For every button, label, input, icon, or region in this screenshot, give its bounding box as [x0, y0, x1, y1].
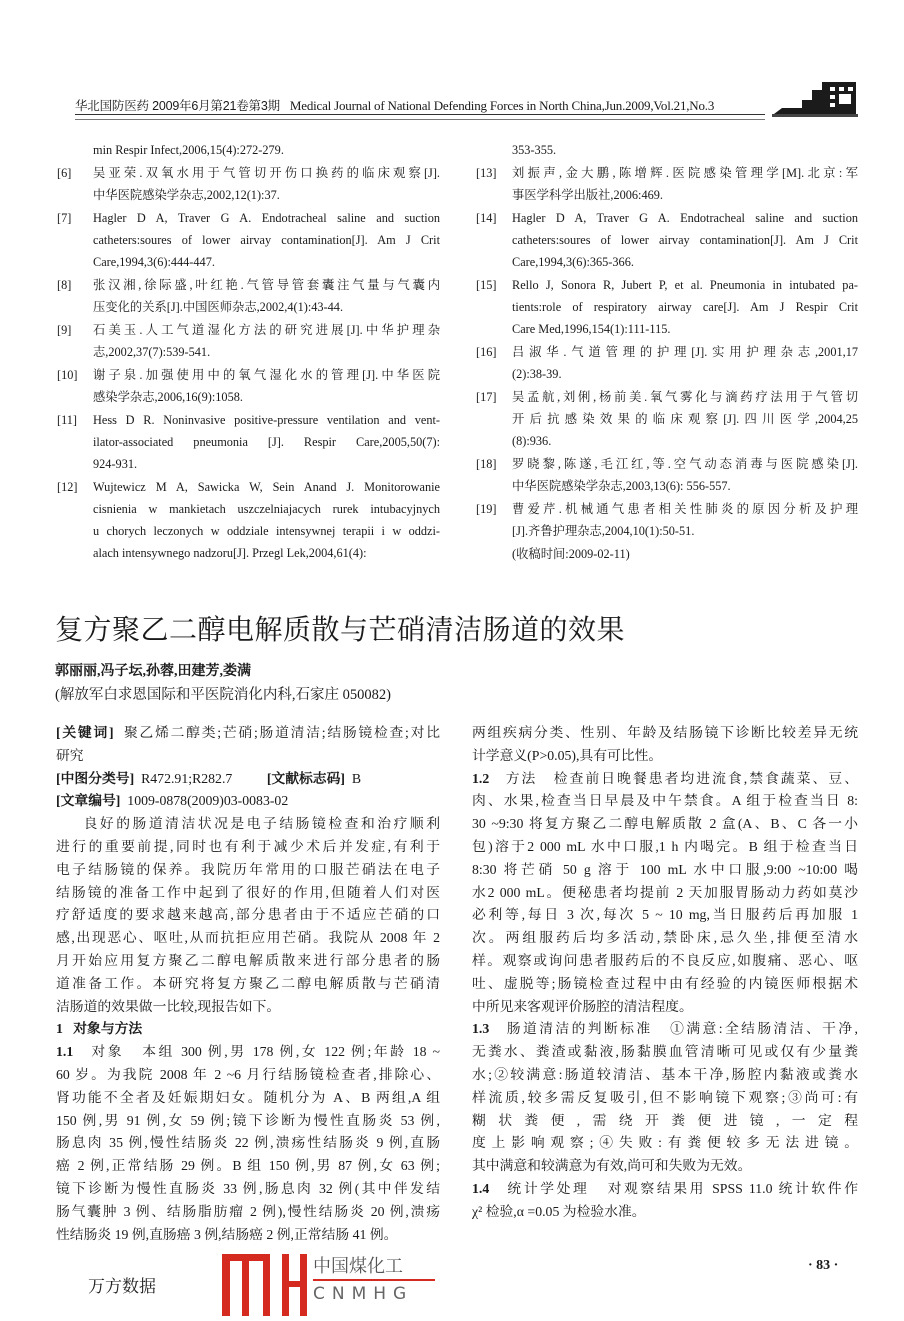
paragraph: [56, 790, 440, 813]
section-label: [关键词]: [56, 725, 114, 740]
header-rule: [75, 114, 765, 120]
text-line: [56, 1018, 440, 1041]
text-line: 中所见来客观评价肠腔的清洁程度。: [472, 998, 693, 1014]
watermark-mh-logo-icon: [220, 1250, 308, 1316]
text-line: 肠气囊肿 3 例、结肠脂肪瘤 2 例),慢性结肠炎 20 例,溃疡: [56, 1203, 440, 1219]
text-line: [472, 768, 858, 791]
reference-number: [18]: [476, 457, 497, 471]
text-line: 月开始应用复方聚乙二醇电解质散来进行部分患者的肠: [56, 952, 440, 968]
reference-line: 罗晓黎,陈遂,毛江红,等.空气动态消毒与医院感染[J].: [512, 457, 858, 471]
reference-line: Care,1994,3(6):365-366.: [512, 255, 634, 269]
body-left-column: [56, 722, 440, 1246]
text-line: 30 ~9:30 将复方聚乙二醇电解质散 2 盒(A、B、C 各一小: [472, 816, 858, 832]
reference-item: [93, 139, 440, 161]
reference-line: Care,1994,3(6):444-447.: [93, 255, 215, 269]
reference-line: (8):936.: [512, 434, 552, 448]
reference-line: [J].齐鲁护理杂志,2004,10(1):50-51.: [512, 524, 695, 538]
reference-line: 谢子泉.加强使用中的氧气湿化水的管理[J].中华医院: [93, 368, 440, 382]
text-segment: 1009-0878(2009)03-0083-02: [120, 793, 289, 809]
text-segment: B: [345, 770, 362, 786]
paragraph: [56, 1041, 440, 1246]
reference-number: [11]: [57, 413, 78, 427]
text-line: 度上影响观察;④失败:有粪便较多无法进镜。: [472, 1135, 858, 1151]
paragraph: [56, 813, 440, 1018]
text-line: 性结肠炎 19 例,直肠癌 3 例,结肠癌 2 例,正常结肠 41 例。: [56, 1226, 398, 1242]
references-right-column: [476, 139, 858, 565]
reference-line: cisnienia w mankietach uszczelniajacych rurek intubacyjnych: [93, 502, 440, 516]
reference-line: catheters:soures of lower airvay contamination[J]. Am J Crit: [512, 233, 858, 247]
text-segment: 肠道清洁的判断标准 ①满意:全结肠清洁、干净,: [489, 1021, 858, 1037]
received-date: (收稿时间:2009-02-11): [512, 547, 630, 561]
reference-line: Hagler D A, Traver G A. Endotracheal saline and suction: [93, 211, 440, 225]
reference-item: [57, 207, 440, 273]
section-label: [文章编号]: [56, 793, 121, 809]
reference-line: (2):38-39.: [512, 367, 562, 381]
text-line: 8:30 将芒硝 50 g 溶于 100 mL 水中口服,9:00 ~10:00 喝: [472, 861, 858, 877]
text-line: 癌 2 例,正常结肠 29 例。B 组 150 例,男 87 例,女 63 例;: [56, 1158, 440, 1174]
reference-line: 张汉湘,徐际盛,叶红艳.气管导管套囊注气量与气囊内: [93, 278, 440, 292]
watermark: [220, 1250, 435, 1316]
reference-item: [476, 162, 858, 206]
text-line: 次。两组服药后均多活动,禁卧床,忌久坐,排便至清水: [472, 930, 858, 946]
watermark-cn-text: 中国煤化工: [313, 1256, 403, 1277]
reference-item: [57, 409, 440, 475]
reference-line: 吴孟航,刘俐,杨前美.氧气雾化与滴药疗法用于气管切: [512, 390, 858, 404]
running-header: [75, 96, 765, 114]
reference-number: [8]: [57, 278, 72, 292]
text-line: 镜下诊断为慢性直肠炎 33 例,肠息肉 32 例(其中伴发结: [56, 1180, 440, 1196]
reference-number: [17]: [476, 390, 497, 404]
text-line: 吐、虚脱等;肠镜检查过程中由有经验的内镜医师根据术: [472, 975, 858, 991]
reference-number: [14]: [476, 211, 497, 225]
reference-item: [57, 364, 440, 408]
text-line: 疗舒适度的要求越来越高,部分患者由于不适应芒硝的口: [56, 907, 440, 923]
reference-number: [7]: [57, 211, 72, 225]
reference-line: 中华医院感染学杂志,2003,13(6): 556-557.: [512, 479, 731, 493]
reference-line: Care Med,1996,154(1):111-115.: [512, 322, 671, 336]
text-line: 60 岁。为我院 2008 年 2 ~6 月行结肠镜检查者,排除心、: [56, 1066, 440, 1082]
body-right-column: [472, 722, 858, 1224]
text-line: 结肠镜的准备工作中起到了很好的作用,但随着人们对医: [56, 884, 440, 900]
reference-number: [16]: [476, 345, 497, 359]
text-segment: 聚乙烯二醇类;芒硝;肠道清洁;结肠镜检查;对比: [113, 725, 440, 740]
article-title: 复方聚乙二醇电解质散与芒硝清洁肠道的效果: [55, 613, 626, 646]
text-line: 肉、水果,检查当日早晨及中午禁食。A 组于检查当日 8:: [472, 793, 858, 809]
reference-line: 中华医院感染学杂志,2002,12(1):37.: [93, 188, 280, 202]
section-label: [文献标志码]: [266, 770, 345, 786]
text-line: 感,出现恶心、呕吐,从而抗拒应用芒硝。我院从 2008 年 2: [56, 930, 440, 946]
section-label: 1.1: [56, 1044, 74, 1060]
reference-line: catheters:soures of lower airvay contamination[J]. Am J Crit: [93, 233, 440, 247]
reference-item: [476, 207, 858, 273]
reference-line: tients:role of respiratory airway care[J]. Am J Respir Crit: [512, 300, 858, 314]
reference-line: Rello J, Sonora R, Jubert P, et al. Pneumonia in intubated pa-: [512, 278, 858, 292]
text-line: 150 例,男 91 例,女 59 例;镜下诊断为慢性直肠炎 53 例,: [56, 1112, 440, 1128]
reference-line: Hess D R. Noninvasive positive-pressure ventilation and vent-: [93, 413, 440, 427]
text-line: 良好的肠道清洁状况是电子结肠镜检查和治疗顺利: [83, 816, 440, 832]
reference-line: 吴亚荣.双氧水用于气管切开伤口换药的临床观察[J].: [93, 166, 440, 180]
text-line: 包)溶于2 000 mL 水中口服,1 h 内喝完。B 组于检查当日: [472, 838, 858, 854]
reference-number: [9]: [57, 323, 72, 337]
text-segment: 方法 检查前日晚餐患者均进流食,禁食蔬菜、豆、: [489, 770, 858, 786]
reference-item: [476, 274, 858, 340]
reference-line: ilator-associated pneumonia [J]. Respir Care,2005,50(7):: [93, 435, 440, 449]
section-label: 1.3: [472, 1021, 490, 1037]
journal-logo-icon: [772, 78, 860, 118]
paragraph: [472, 1018, 858, 1178]
text-line: 肠息肉 35 例,慢性结肠炎 22 例,溃疡性结肠炎 9 例,直肠: [56, 1135, 440, 1151]
reference-item: [57, 319, 440, 363]
text-line: [56, 1041, 440, 1064]
paragraph: [56, 768, 440, 791]
text-segment: 对象 本组 300 例,男 178 例,女 122 例;年龄 18 ~: [73, 1044, 440, 1060]
reference-number: [12]: [57, 480, 78, 494]
text-line: [472, 1018, 858, 1041]
text-line: 糊状粪便,需绕开粪便进镜,一定程: [472, 1112, 858, 1128]
text-segment: 统计学处理 对观察结果用 SPSS 11.0 统计软件作: [489, 1180, 858, 1196]
text-line: 无粪水、粪渣或黏液,肠黏膜血管清晰可见或仅有少量粪: [472, 1044, 858, 1060]
reference-line: min Respir Infect,2006,15(4):272-279.: [93, 143, 284, 157]
reference-item: [57, 162, 440, 206]
paragraph: [56, 722, 440, 768]
reference-line: Hagler D A, Traver G A. Endotracheal saline and suction: [512, 211, 858, 225]
reference-item: [476, 453, 858, 497]
text-line: 电子结肠镜的保养。我院历年常用的口服芒硝法在电子: [56, 861, 440, 877]
text-line: 其中满意和较满意为有效,尚可和失败为无效。: [472, 1158, 752, 1174]
reference-item: [57, 476, 440, 564]
section-label: 1 对象与方法: [56, 1021, 143, 1037]
reference-number: [15]: [476, 278, 497, 292]
reference-line: u chorych leczonych w oddziale intensywnej terapii i w oddzi-: [93, 524, 440, 538]
text-line: 计学意义(P>0.05),具有可比性。: [472, 747, 663, 763]
reference-line: 志,2002,37(7):539-541.: [93, 345, 211, 359]
reference-line: 事医学科学出版社,2006:469.: [512, 188, 663, 202]
text-line: 洁肠道的效果做一比较,现报告如下。: [56, 998, 281, 1014]
paragraph: [472, 1178, 858, 1224]
reference-line: 353-355.: [512, 143, 557, 157]
reference-line: alach intensywnego nadzoru[J]. Przegl Lek,2004,61(4):: [93, 546, 367, 560]
text-line: 样。观察或询问患者服药后的不良反应,如腹痛、恶心、呕: [472, 952, 858, 968]
reference-item: [476, 386, 858, 452]
text-line: [56, 790, 440, 813]
reference-line: 曹爱芹.机械通气患者相关性肺炎的原因分析及护理: [512, 502, 858, 516]
reference-number: [10]: [57, 368, 78, 382]
page-number: · 83 ·: [808, 1258, 839, 1273]
text-line: 肾功能不全者及妊娠期妇女。随机分为 A、B 两组,A 组: [56, 1089, 440, 1105]
text-segment: R472.91;R282.7: [134, 770, 267, 786]
reference-line: Wujtewicz M A, Sawicka W, Sein Anand J. Monitorowanie: [93, 480, 440, 494]
reference-number: [6]: [57, 166, 72, 180]
reference-item: [57, 274, 440, 318]
reference-item: [476, 341, 858, 385]
text-line: 样流质,较多需反复吸引,但不影响镜下观察;③尚可:有: [472, 1089, 858, 1105]
article-authors: 郭丽丽,冯子坛,孙蓉,田建芳,娄满: [55, 664, 251, 679]
reference-line: 刘振声,金大鹏,陈增辉.医院感染管理学[M].北京:军: [512, 166, 858, 180]
reference-line: 开后抗感染效果的临床观察[J].四川医学,2004,25: [512, 412, 858, 426]
header-cn: 华北国防医药 2009年6月第21卷第3期: [75, 99, 280, 113]
watermark-en-text: CNMHG: [313, 1284, 414, 1304]
reference-item: [476, 498, 858, 542]
text-line: [56, 722, 440, 745]
header-en: Medical Journal of National Defending Forces in North China,Jun.2009,Vol.21,No.3: [289, 98, 715, 113]
text-line: 水2 000 mL。便秘患者均提前 2 天加服胃肠动力药如莫沙: [472, 884, 858, 900]
reference-item: [512, 139, 858, 161]
text-line: 进行的重要前提,同时也有利于减少术后并发症,有利于: [56, 838, 440, 854]
reference-line: 吕淑华.气道管理的护理[J].实用护理杂志,2001,17: [512, 345, 858, 359]
paragraph: [56, 1018, 440, 1041]
watermark-divider: [313, 1279, 435, 1281]
text-line: 水;②较满意:肠道较清洁、基本干净,肠腔内黏液或粪水: [472, 1066, 858, 1082]
text-line: 两组疾病分类、性别、年龄及结肠镜下诊断比较差异无统: [472, 725, 858, 740]
reference-number: [13]: [476, 166, 497, 180]
paragraph: [472, 722, 858, 768]
text-line: [472, 1178, 858, 1201]
text-line: χ² 检验,α =0.05 为检验水准。: [472, 1203, 646, 1219]
text-line: 研究: [56, 747, 84, 763]
text-line: 必利等,每日 3 次,每次 5 ~ 10 mg,当日服药后再加服 1: [472, 907, 858, 923]
reference-number: [19]: [476, 502, 497, 516]
source-watermark: 万方数据: [88, 1277, 156, 1297]
text-line: [56, 768, 440, 791]
section-label: 1.2: [472, 770, 490, 786]
reference-line: 压变化的关系[J].中国医师杂志,2002,4(1):43-44.: [93, 300, 344, 314]
paragraph: [472, 768, 858, 1019]
reference-line: 924-931.: [93, 457, 138, 471]
section-label: [中图分类号]: [56, 770, 135, 786]
section-label: 1.4: [472, 1180, 490, 1196]
text-line: 道准备工作。本研究将复方聚乙二醇电解质散与芒硝清: [56, 975, 440, 991]
reference-line: 石美玉.人工气道湿化方法的研究进展[J].中华护理杂: [93, 323, 440, 337]
article-affiliation: (解放军白求恩国际和平医院消化内科,石家庄 050082): [55, 687, 391, 703]
references-left-column: [57, 139, 440, 564]
reference-line: 感染学杂志,2006,16(9):1058.: [93, 390, 243, 404]
